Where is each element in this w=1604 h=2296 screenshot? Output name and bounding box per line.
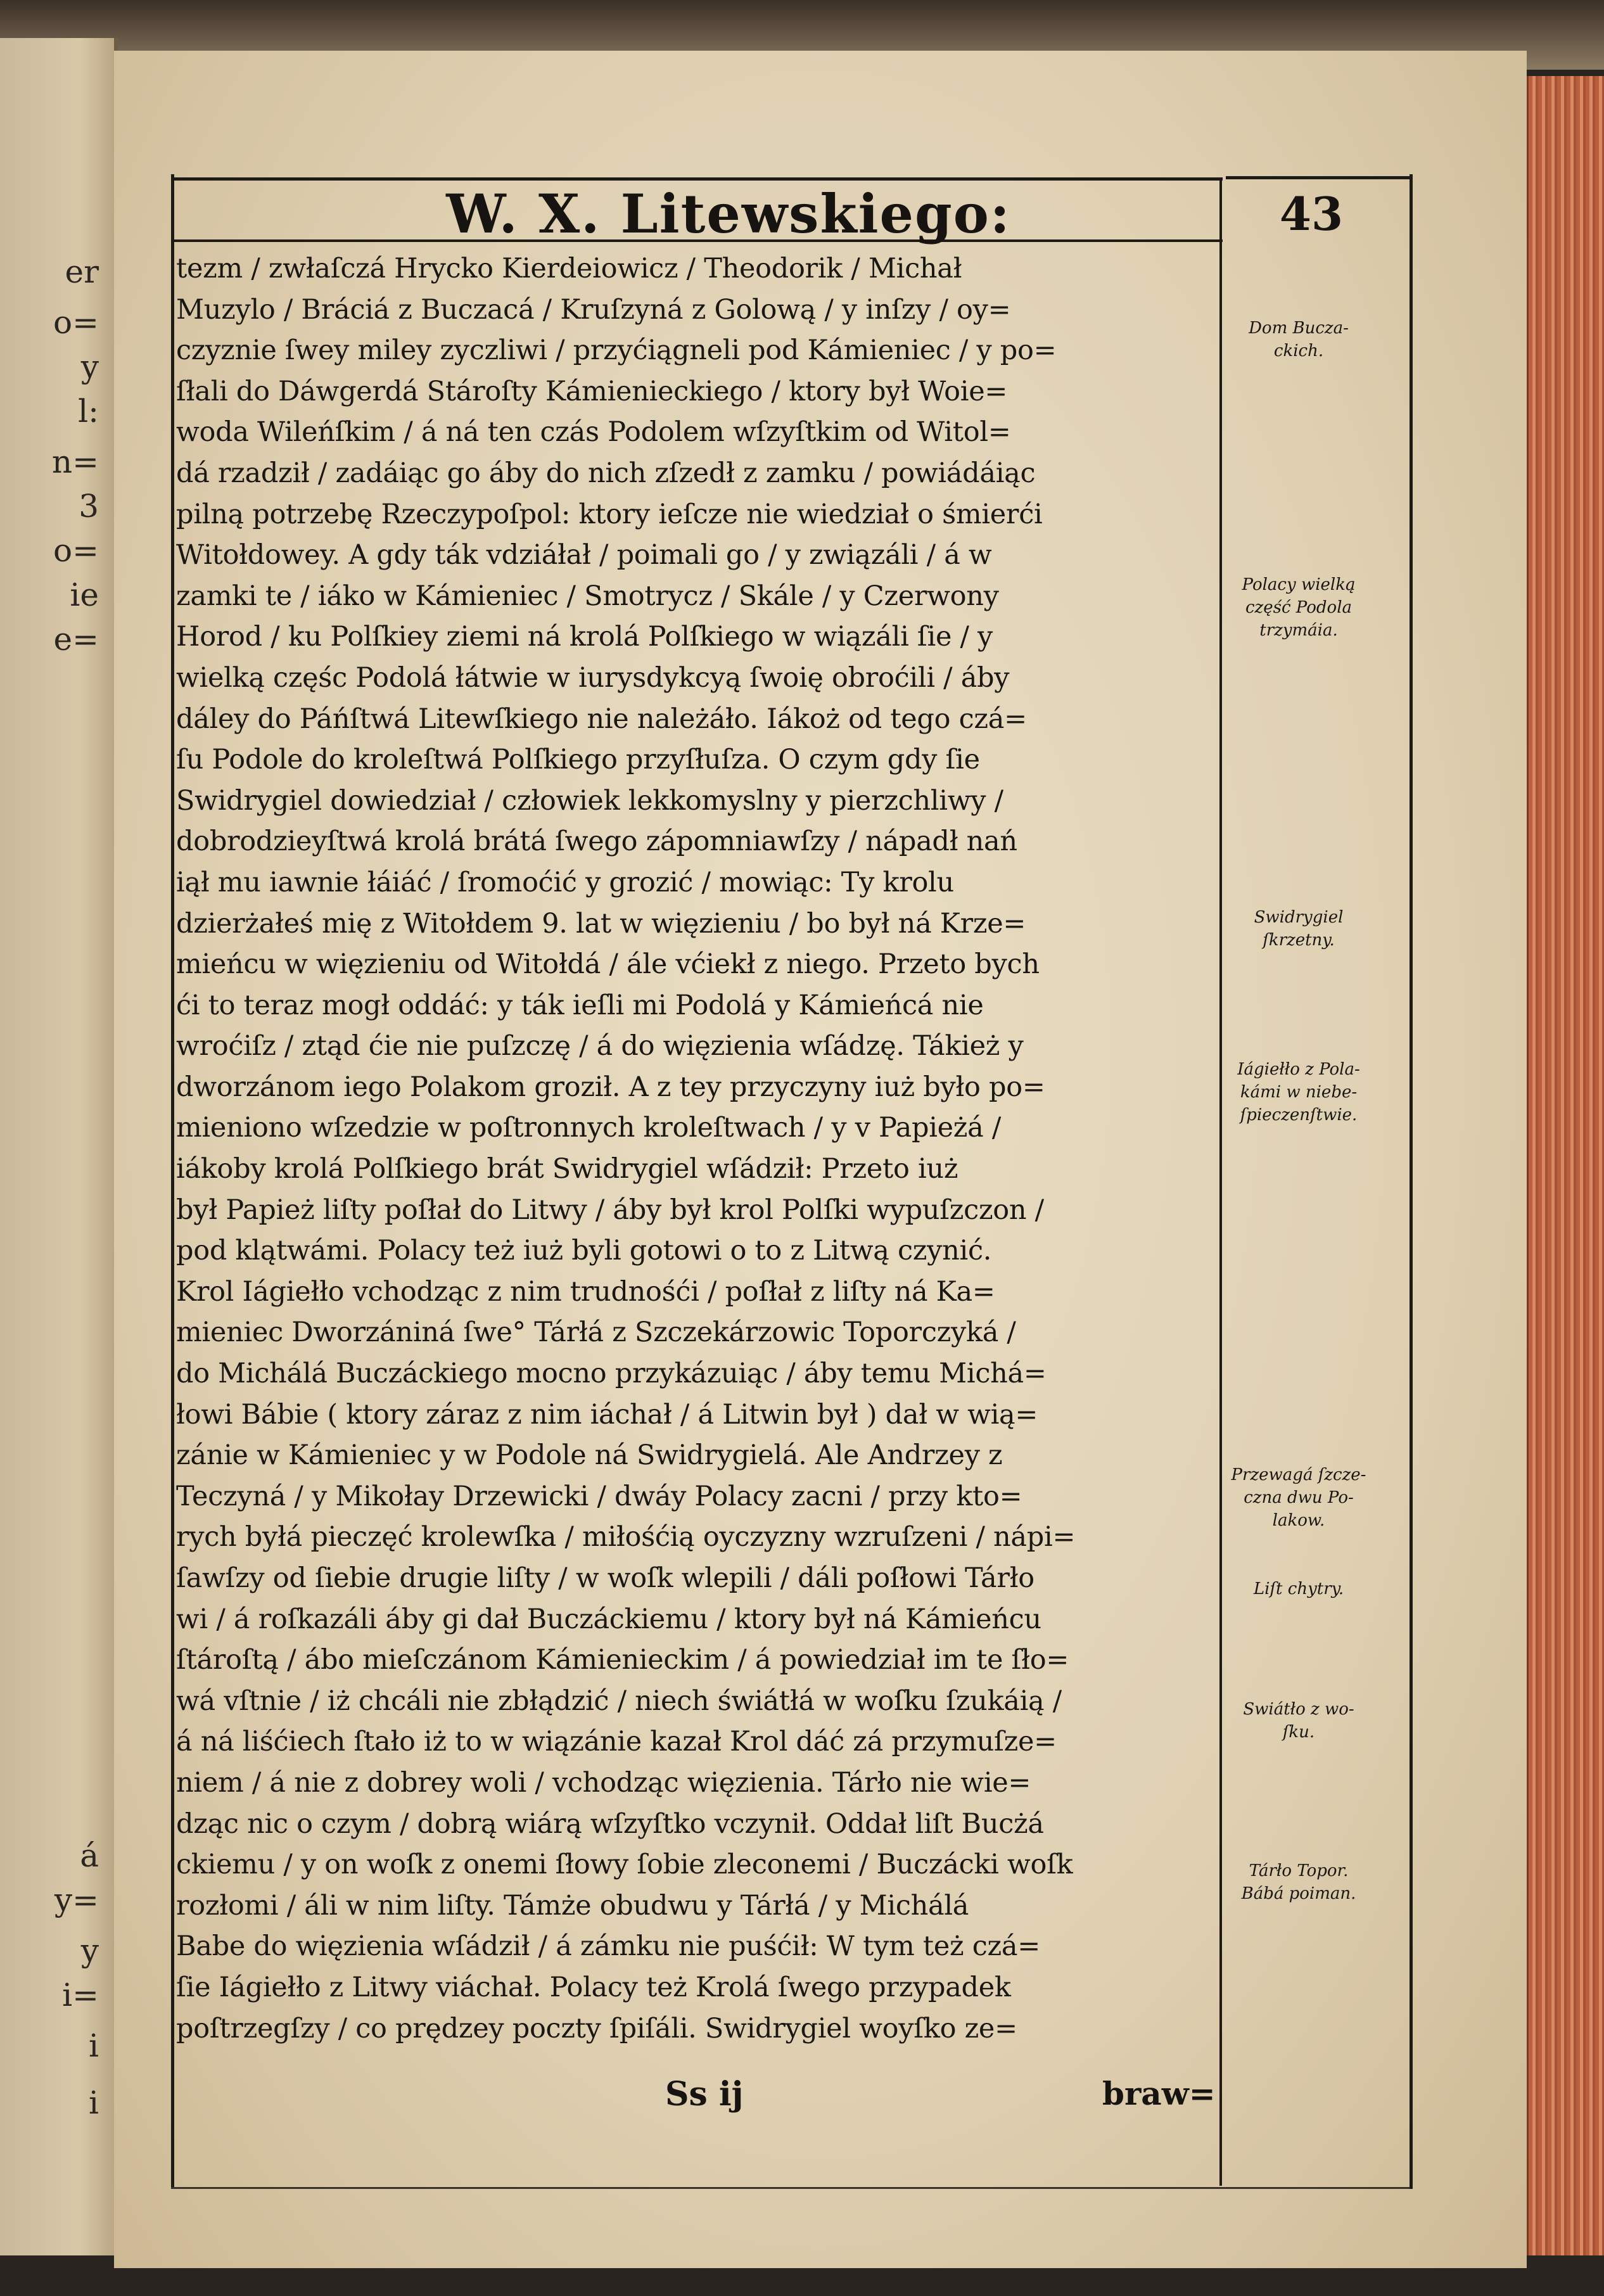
text-line: Babe do więzienia wſádził / á zámku nie puśćił: W tym też czá= xyxy=(176,1930,1040,1963)
left-page-fragment: á xyxy=(80,1837,99,1874)
text-line: poſtrzegſzy / co prędzey poczty ſpiſáli. Swidrygiel woyſko ze= xyxy=(176,2012,1017,2044)
text-line: był Papież liſty poſłał do Litwy / áby był krol Polſki wypuſzczon / xyxy=(176,1194,1044,1226)
text-line: dá rzadził / zadáiąc go áby do nich zſzedł z zamku / powiádáiąc xyxy=(176,457,1036,489)
text-line: mieńcu w więzieniu od Witołdá / ále vćiekł z niego. Przeto bych xyxy=(176,948,1040,981)
left-page-fragment: i xyxy=(89,2084,99,2121)
text-line: Witołdowey. A gdy ták vdziáłał / poimali go / y związáli / á w xyxy=(176,539,992,571)
text-line: Teczyná / y Mikołay Drzewicki / dwáy Polacy zacni / przy kto= xyxy=(176,1480,1022,1512)
text-line: wroćiſz / ztąd ćie nie puſzczę / á do więzienia wſádzę. Tákież y xyxy=(176,1030,1024,1062)
text-line: ſtároſtą / ábo mieſczánom Kámienieckim / á powiedział im te ſło= xyxy=(176,1644,1069,1676)
text-line: iákoby krolá Polſkiego brát Swidrygiel wſádził: Przeto iuż xyxy=(176,1153,958,1185)
text-line: Horod / ku Polſkiey ziemi ná krolá Polſkiego w wiązáli ſie / y xyxy=(176,621,993,653)
page-number: 43 xyxy=(1279,187,1344,241)
text-line: ſu Podole do kroleſtwá Polſkiego przyſłuſza. O czym gdy ſie xyxy=(176,744,980,776)
text-line: tezm / zwłaſczá Hrycko Kierdeiowicz / Theodorik / Michał xyxy=(176,253,962,284)
text-line: dworzánom iego Polakom groził. A z tey przyczyny iuż było po= xyxy=(176,1071,1045,1103)
marginal-note: Tárło Topor. Bábá poiman. xyxy=(1241,1861,1356,1903)
text-line: łowi Bábie ( ktory záraz z nim iáchał / á Litwin był ) dał w wią= xyxy=(176,1398,1038,1431)
left-page-fragment: y xyxy=(80,348,99,385)
marginal-note: Swidrygiel ſkrzetny. xyxy=(1254,908,1344,950)
text-line: zánie w Kámieniec y w Podole ná Swidrygielá. Ale Andrzey z xyxy=(176,1439,1003,1472)
text-line: ſawſzy od ſiebie drugie liſty / w woſk wlepili / dáli poſłowi Tárło xyxy=(176,1562,1034,1594)
text-line: ckiemu / y on woſk z onemi ſłowy ſobie zleconemi / Buczácki woſk xyxy=(176,1849,1073,1881)
frame-top-rule-right xyxy=(1226,176,1410,179)
left-page-fragment: e= xyxy=(53,621,99,658)
running-head: W. X. Litewskiego: xyxy=(446,182,1011,245)
text-line: czyznie ſwey miley zyczliwi / przyćiągneli pod Kámieniec / y po= xyxy=(176,335,1057,367)
marginal-note: Dom Bucza- ckich. xyxy=(1249,319,1349,360)
left-page-fragment: o= xyxy=(53,304,99,341)
marginal-note: Liſt chytry. xyxy=(1253,1579,1344,1598)
text-line: wielką częśc Podolá łátwie w iurysdykcyą ſwoię obroćili / áby xyxy=(176,661,1010,694)
frame-top-rule xyxy=(171,177,1223,181)
marginal-note: Przewagá ſzcze- czna dwu Po- lakow. xyxy=(1231,1465,1366,1530)
text-line: ći to teraz mogł oddáć: y ták ieſli mi Podolá y Kámieńcá nie xyxy=(176,989,984,1021)
left-page-fragment: er xyxy=(65,253,99,290)
left-page-edge xyxy=(0,38,118,2255)
text-line: niem / á nie z dobrey woli / vchodząc więzienia. Tárło nie wie= xyxy=(176,1766,1031,1799)
text-line: pod klątwámi. Polacy też iuż byli gotowi o to z Litwą czynić. xyxy=(176,1235,992,1267)
text-line: Muzylo / Bráciá z Buczacá / Kruſzyná z Golową / y inſzy / oy= xyxy=(176,293,1011,326)
text-line: Swidrygiel dowiedział / człowiek lekkomyslny y pierzchliwy / xyxy=(176,784,1003,817)
left-page-fragment: l: xyxy=(78,393,99,430)
left-page-fragment: 3 xyxy=(79,488,99,525)
marginal-note: Polacy wielką część Podola trzymáia. xyxy=(1242,575,1356,640)
catchword: braw= xyxy=(1102,2075,1216,2112)
left-page-fragment: n= xyxy=(51,443,99,480)
text-line: mieniec Dworzániná ſwe° Tárłá z Szczekárzowic Toporczyká / xyxy=(176,1317,1016,1349)
text-line: á ná liśćiech ſtało iż to w wiązánie kazał Krol dáć zá przymuſze= xyxy=(176,1726,1057,1758)
text-line: rych byłá pieczęć krolewſka / miłośćią oyczyzny wzruſzeni / nápi= xyxy=(176,1521,1076,1553)
left-page-fragment: o= xyxy=(53,532,99,569)
body-text xyxy=(176,248,1215,2049)
left-page-fragment: y xyxy=(80,1932,99,1969)
text-line: mieniono wſzedzie w poſtronnych kroleſtwach / y v Papieżá / xyxy=(176,1112,1002,1144)
text-line: dząc nic o czym / dobrą wiárą wſzyſtko vczynił. Oddał liſt Bucżá xyxy=(176,1808,1044,1840)
text-line: dzierżałeś mię z Witołdem 9. lat w więzieniu / bo był ná Krze= xyxy=(176,907,1026,940)
text-line: do Michálá Buczáckiego mocno przykázuiąc / áby temu Michá= xyxy=(176,1358,1047,1390)
text-line: wá vſtnie / iż chcáli nie zbłądzić / niech świátłá w woſku ſzukáią / xyxy=(176,1685,1062,1717)
text-line: ſie Iágiełło z Litwy viáchał. Polacy też Krolá ſwego przypadek xyxy=(176,1971,1011,2003)
text-line: pilną potrzebę Rzeczypoſpol: ktory ieſcze nie wiedział o śmierći xyxy=(176,498,1043,530)
left-page-fragment: i xyxy=(89,2027,99,2064)
text-line: ſłali do Dáwgerdá Stároſty Kámienieckiego / ktory był Woie= xyxy=(176,375,1008,407)
left-page-fragment: ie xyxy=(70,577,99,613)
text-line: Krol Iágiełło vchodząc z nim trudnośći / poſłał z liſty ná Ka= xyxy=(176,1275,995,1308)
marginal-note: Iágiełło z Pola- kámi w niebe- ſpieczenſtwie. xyxy=(1237,1060,1360,1125)
left-page-fragment: y= xyxy=(54,1882,99,1918)
marginal-note: Swiátło z wo- ſku. xyxy=(1243,1700,1354,1742)
signature-mark: Ss ij xyxy=(665,2075,744,2114)
margin-divider xyxy=(1219,177,1222,2186)
text-line: dobrodzieyſtwá krolá brátá ſwego zápomniawſzy / nápadł nań xyxy=(176,826,1017,858)
text-line: zamki te / iáko w Kámieniec / Smotrycz / Skále / y Czerwony xyxy=(176,580,999,612)
text-line: rozłomi / áli w nim liſty. Támże obudwu y Tárłá / y Michálá xyxy=(176,1889,969,1922)
page-edges-red xyxy=(1527,76,1604,2255)
text-line: woda Wileńſkim / á ná ten czás Podolem wſzyſtkim od Witol= xyxy=(176,416,1011,449)
text-line: wi / á roſkazáli áby gi dał Buczáckiemu / ktory był ná Kámieńcu xyxy=(176,1603,1041,1635)
left-page-fragment: i= xyxy=(62,1977,99,2013)
frame-bottom-rule xyxy=(171,2187,1410,2189)
text-line: dáley do Páńſtwá Litewſkiego nie należáło. Iákoż od tego czá= xyxy=(176,703,1027,735)
text-line: iął mu iawnie łáiáć / ſromoćić y grozić / mowiąc: Ty krolu xyxy=(176,866,954,898)
